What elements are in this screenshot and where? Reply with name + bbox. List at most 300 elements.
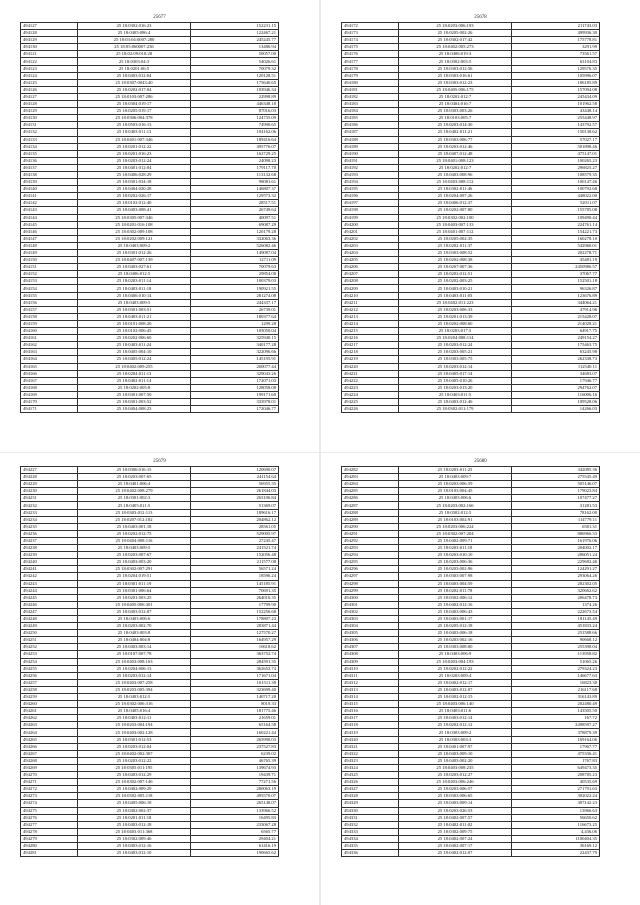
- table-row: [342, 686, 600, 693]
- table-row: [21, 157, 279, 164]
- record-id-cell: 494251: [21, 637, 78, 644]
- table-row: [342, 658, 600, 665]
- record-amount-cell: 199171.60: [191, 391, 279, 398]
- table-row: [342, 356, 600, 363]
- record-amount-cell: 22998.89: [191, 93, 279, 100]
- table-row: [21, 736, 279, 743]
- record-amount-cell: 275545.49: [512, 474, 600, 481]
- record-code-cell: 25 18:0203:011:14: [78, 278, 191, 285]
- record-id-cell: 494229: [21, 481, 78, 488]
- record-amount-cell: 229682.46: [512, 559, 600, 566]
- table-row: [21, 122, 279, 129]
- record-code-cell: 25 18:0202:007:80: [399, 207, 512, 214]
- table-row: [21, 23, 279, 30]
- record-code-cell: 25 18:0204:008:114: [399, 335, 512, 342]
- record-code-cell: 25 18:0303:008:52: [399, 250, 512, 257]
- record-id-cell: 494331: [342, 814, 399, 821]
- table-row: [21, 207, 279, 214]
- record-code-cell: 25 18:0402:012:17: [399, 679, 512, 686]
- table-row: [342, 729, 600, 736]
- record-id-cell: 494195: [342, 186, 399, 193]
- record-code-cell: 25 18:0403:011:03: [399, 292, 512, 299]
- table-row: [21, 786, 279, 793]
- record-amount-cell: 50057.00: [191, 51, 279, 58]
- table-row: [342, 391, 600, 398]
- record-code-cell: 25 18:0303:012:23: [399, 79, 512, 86]
- record-amount-cell: 1299.28: [191, 320, 279, 327]
- record-code-cell: 25 18:0307:0043:40: [78, 79, 191, 86]
- table-row: [21, 530, 279, 537]
- table-row: [21, 488, 279, 495]
- record-id-cell: 494182: [342, 93, 399, 100]
- table-row: [342, 228, 600, 235]
- record-code-cell: 25 18:0202:012:12: [399, 722, 512, 729]
- record-id-cell: 494243: [21, 580, 78, 587]
- record-code-cell: 25 18:0402:011:14: [78, 377, 191, 384]
- record-amount-cell: 279324.23: [512, 665, 600, 672]
- document-page-2: [321, 0, 640, 452]
- table-row: [342, 644, 600, 651]
- record-amount-cell: 175640.65: [191, 79, 279, 86]
- record-id-cell: 494333: [342, 828, 399, 835]
- table-row: [342, 615, 600, 622]
- page-title: 25677: [153, 15, 166, 20]
- record-amount-cell: 78162.00: [512, 509, 600, 516]
- record-amount-cell: 302022.24: [512, 793, 600, 800]
- table-row: [21, 757, 279, 764]
- record-code-cell: 25 18:0302:003:118: [78, 793, 191, 800]
- record-id-cell: 494273: [21, 793, 78, 800]
- record-amount-cell: 505146.07: [512, 481, 600, 488]
- record-code-cell: 25 18:0202:012:7: [399, 93, 512, 100]
- table-row: [21, 242, 279, 249]
- record-id-cell: 494276: [21, 814, 78, 821]
- record-amount-cell: 340177.28: [191, 342, 279, 349]
- table-row: [21, 474, 279, 481]
- record-amount-cell: 46765.39: [191, 757, 279, 764]
- record-amount-cell: 154221.73: [512, 228, 600, 235]
- record-amount-cell: 140717.20: [191, 694, 279, 701]
- record-code-cell: 25 18:03:04:0007:280: [78, 37, 191, 44]
- table-row: [342, 623, 600, 630]
- record-code-cell: 25 18:0301:002:3: [78, 495, 191, 502]
- record-id-cell: 494168: [21, 384, 78, 391]
- record-id-cell: 494311: [342, 672, 399, 679]
- record-amount-cell: 105996.07: [512, 72, 600, 79]
- record-code-cell: 25 18:0203:012:24: [78, 157, 191, 164]
- record-code-cell: 25 18:0203:012:46: [399, 143, 512, 150]
- record-amount-cell: 120179.28: [191, 228, 279, 235]
- table-row: [342, 122, 600, 129]
- record-amount-cell: 29404.21: [191, 835, 279, 842]
- record-id-cell: 494277: [21, 821, 78, 828]
- record-amount-cell: 47914.96: [512, 306, 600, 313]
- table-row: [21, 406, 279, 413]
- record-id-cell: 494278: [21, 828, 78, 835]
- record-amount-cell: 51369.07: [191, 502, 279, 509]
- record-id-cell: 494228: [21, 474, 78, 481]
- record-amount-cell: 526082.46: [191, 242, 279, 249]
- table-row: [21, 623, 279, 630]
- record-id-cell: 494188: [342, 136, 399, 143]
- table-row: [342, 672, 600, 679]
- record-id-cell: 494309: [342, 658, 399, 665]
- table-row: [342, 171, 600, 178]
- table-row: [21, 800, 279, 807]
- record-amount-cell: 202480.49: [512, 701, 600, 708]
- record-amount-cell: 475147.01: [512, 150, 600, 157]
- table-row: [21, 715, 279, 722]
- table-row: [21, 509, 279, 516]
- record-id-cell: 494235: [21, 523, 78, 530]
- record-amount-cell: 13966.63: [512, 807, 600, 814]
- record-amount-cell: 74990.65: [191, 122, 279, 129]
- record-id-cell: 494317: [342, 715, 399, 722]
- record-amount-cell: 120128.51: [191, 72, 279, 79]
- record-id-cell: 494139: [21, 179, 78, 186]
- table-row: [21, 467, 279, 474]
- record-code-cell: 25 18:0301:006:64: [78, 587, 191, 594]
- record-id-cell: 494254: [21, 658, 78, 665]
- record-amount-cell: 114779.11: [512, 516, 600, 523]
- record-amount-cell: 43448.14: [512, 108, 600, 115]
- record-id-cell: 494131: [21, 122, 78, 129]
- record-id-cell: 494327: [342, 786, 399, 793]
- table-row: [21, 44, 279, 51]
- record-id-cell: 494287: [342, 502, 399, 509]
- table-row: [21, 842, 279, 849]
- record-amount-cell: 13486.94: [191, 44, 279, 51]
- record-code-cell: 25 18:0403:003:8: [78, 630, 191, 637]
- record-code-cell: 25 18:0403:006:43: [399, 608, 512, 615]
- record-code-cell: 25 18:0101:008:20: [78, 320, 191, 327]
- record-id-cell: 494320: [342, 736, 399, 743]
- record-amount-cell: 265148.07: [191, 800, 279, 807]
- record-code-cell: 25 18:0403:012:07: [399, 686, 512, 693]
- record-code-cell: 25 18:0302:012:15: [399, 694, 512, 701]
- record-amount-cell: 28517.51: [191, 200, 279, 207]
- record-amount-cell: 100792.68: [512, 186, 600, 193]
- record-amount-cell: 124291.27: [512, 566, 600, 573]
- table-row: [342, 370, 600, 377]
- table-row: [342, 488, 600, 495]
- record-id-cell: 494286: [342, 495, 399, 502]
- table-row: [342, 115, 600, 122]
- record-amount-cell: 70079.63: [191, 264, 279, 271]
- table-row: [342, 502, 600, 509]
- record-code-cell: 25 18:0402:009:29: [78, 786, 191, 793]
- table-row: [21, 743, 279, 750]
- record-id-cell: 494176: [342, 51, 399, 58]
- record-code-cell: 25 18:0202:011:78: [399, 587, 512, 594]
- record-id-cell: 494146: [21, 228, 78, 235]
- record-code-cell: 25 18:0303:006:77: [399, 136, 512, 143]
- record-amount-cell: 16823.38: [512, 679, 600, 686]
- record-id-cell: 494242: [21, 573, 78, 580]
- record-id-cell: 494256: [21, 672, 78, 679]
- record-code-cell: 25 18:0301:003:52: [78, 398, 191, 405]
- record-amount-cell: 19439.71: [191, 772, 279, 779]
- record-amount-cell: 36169.12: [512, 842, 600, 849]
- record-amount-cell: 251588.66: [512, 630, 600, 637]
- table-row: [342, 271, 600, 278]
- record-id-cell: 494203: [342, 242, 399, 249]
- record-amount-cell: 499936.30: [512, 30, 600, 37]
- record-code-cell: 25 18:0202:003:25: [399, 278, 512, 285]
- record-code-cell: 25 18:0202:012:75: [78, 530, 191, 537]
- record-id-cell: 494224: [342, 391, 399, 398]
- record-id-cell: 494130: [21, 115, 78, 122]
- record-amount-cell: 90668.12: [512, 637, 600, 644]
- record-id-cell: 494215: [342, 328, 399, 335]
- record-amount-cell: 329043.26: [191, 370, 279, 377]
- table-row: [342, 807, 600, 814]
- record-amount-cell: 63104.83: [512, 58, 600, 65]
- record-code-cell: 25 18:0403:006:246: [399, 779, 512, 786]
- table-row: [21, 221, 279, 228]
- table-row: [342, 299, 600, 306]
- record-id-cell: 494255: [21, 665, 78, 672]
- record-id-cell: 494300: [342, 594, 399, 601]
- record-amount-cell: 16495.83: [191, 814, 279, 821]
- record-amount-cell: 6565.77: [191, 828, 279, 835]
- record-code-cell: 25 18:0203:006:59: [399, 481, 512, 488]
- record-amount-cell: 363752.74: [191, 651, 279, 658]
- record-amount-cell: 264016.35: [191, 594, 279, 601]
- record-amount-cell: 123676.89: [512, 292, 600, 299]
- record-amount-cell: 24098.23: [191, 157, 279, 164]
- record-amount-cell: 211743.03: [512, 23, 600, 30]
- record-id-cell: 494232: [21, 502, 78, 509]
- record-id-cell: 494260: [21, 701, 78, 708]
- table-row: [342, 573, 600, 580]
- record-id-cell: 494329: [342, 800, 399, 807]
- table-row: [342, 580, 600, 587]
- table-row: [21, 594, 279, 601]
- record-code-cell: 25 18:0402:009:255: [78, 363, 191, 370]
- record-code-cell: 25 18:0403:009:7: [399, 474, 512, 481]
- table-row: [21, 665, 279, 672]
- record-id-cell: 494249: [21, 623, 78, 630]
- table-row: [342, 537, 600, 544]
- record-amount-cell: 152231.15: [191, 23, 279, 30]
- record-amount-cell: 204862.12: [191, 516, 279, 523]
- record-code-cell: 25 18:0202:005:8: [78, 384, 191, 391]
- record-code-cell: 25 18:0403:002:128: [78, 729, 191, 736]
- record-amount-cell: 26749.64: [191, 207, 279, 214]
- record-amount-cell: 206051.24: [512, 552, 600, 559]
- table-row: [342, 23, 600, 30]
- record-id-cell: 494150: [21, 257, 78, 264]
- record-code-cell: 25 18:0403:008:235: [399, 764, 512, 771]
- record-code-cell: 25 18:0405:010:26: [399, 377, 512, 384]
- record-id-cell: 494316: [342, 708, 399, 715]
- record-code-cell: 25 18:0403:012:46: [399, 398, 512, 405]
- table-row: [342, 665, 600, 672]
- record-amount-cell: 224761.14: [512, 221, 600, 228]
- record-amount-cell: 17946.77: [512, 377, 600, 384]
- table-row: [21, 264, 279, 271]
- record-code-cell: 25 18:0201:011:18: [78, 814, 191, 821]
- record-code-cell: 25 18:0407:012:48: [399, 150, 512, 157]
- record-amount-cell: 26739.01: [191, 306, 279, 313]
- record-amount-cell: 222673.54: [512, 608, 600, 615]
- table-row: [21, 679, 279, 686]
- table-row: [21, 313, 279, 320]
- table-row: [21, 349, 279, 356]
- table-row: [342, 481, 600, 488]
- record-code-cell: 25 18:0403:011:24: [78, 342, 191, 349]
- record-code-cell: 25 18:0402:005:273: [399, 44, 512, 51]
- record-id-cell: 494227: [21, 467, 78, 474]
- table-row: [342, 786, 600, 793]
- record-id-cell: 494245: [21, 594, 78, 601]
- record-id-cell: 494263: [21, 722, 78, 729]
- record-id-cell: 494250: [21, 630, 78, 637]
- record-code-cell: 25 18:0403:008:163: [78, 658, 191, 665]
- record-code-cell: 25 18:0303:012:113: [78, 509, 191, 516]
- table-row: [21, 342, 279, 349]
- table-row: [21, 750, 279, 757]
- table-row: [21, 235, 279, 242]
- record-code-cell: 25 18:0202:006:60: [78, 335, 191, 342]
- record-id-cell: 494201: [342, 228, 399, 235]
- document-page-4: [321, 453, 640, 905]
- table-row: [342, 384, 600, 391]
- table-row: [342, 828, 600, 835]
- record-code-cell: 25 18:0403:012:11: [78, 715, 191, 722]
- table-row: [21, 398, 279, 405]
- record-code-cell: 25 18:05:060007:236: [78, 44, 191, 51]
- record-amount-cell: 200077.44: [191, 363, 279, 370]
- record-code-cell: 25 18:0202:008:60: [399, 320, 512, 327]
- record-amount-cell: 14266.03: [512, 406, 600, 413]
- record-id-cell: 494194: [342, 179, 399, 186]
- record-amount-cell: 2498597.27: [512, 722, 600, 729]
- record-id-cell: 494217: [342, 342, 399, 349]
- record-id-cell: 494239: [21, 552, 78, 559]
- record-amount-cell: 61416.19: [191, 842, 279, 849]
- record-id-cell: 494210: [342, 292, 399, 299]
- record-code-cell: 25 18:0207:007:36: [399, 264, 512, 271]
- table-row: [21, 552, 279, 559]
- record-code-cell: 25 18:0403:009:5: [78, 545, 191, 552]
- record-code-cell: 25 18:0302:003:5: [399, 58, 512, 65]
- record-amount-cell: 145195.91: [191, 356, 279, 363]
- record-amount-cell: 344064.21: [512, 299, 600, 306]
- record-amount-cell: 255398.04: [512, 644, 600, 651]
- table-row: [21, 495, 279, 502]
- table-row: [21, 807, 279, 814]
- record-amount-cell: 241521.74: [191, 545, 279, 552]
- table-row: [21, 559, 279, 566]
- table-row: [342, 850, 600, 857]
- record-amount-cell: 249154.27: [512, 335, 600, 342]
- record-code-cell: 25 18:0402:012:07: [399, 850, 512, 857]
- record-code-cell: 25 18:0201:016:23: [78, 150, 191, 157]
- table-row: [342, 221, 600, 228]
- table-row: [342, 51, 600, 58]
- record-code-cell: 25 18:0302:002:100: [399, 214, 512, 221]
- record-amount-cell: 886966.33: [512, 530, 600, 537]
- record-amount-cell: 100379.03: [191, 278, 279, 285]
- record-amount-cell: 108579.35: [512, 171, 600, 178]
- record-amount-cell: 446348.18: [191, 101, 279, 108]
- record-id-cell: 494223: [342, 384, 399, 391]
- table-row: [21, 764, 279, 771]
- table-row: [21, 793, 279, 800]
- record-table: [341, 22, 600, 413]
- table-row: [21, 179, 279, 186]
- record-amount-cell: 161976.06: [512, 537, 600, 544]
- table-row: [21, 722, 279, 729]
- table-row: [21, 615, 279, 622]
- record-amount-cell: 129576.35: [512, 65, 600, 72]
- record-code-cell: 25 18:0103:004:45: [399, 488, 512, 495]
- table-row: [21, 814, 279, 821]
- record-amount-cell: 529005.97: [191, 530, 279, 537]
- record-id-cell: 494237: [21, 537, 78, 544]
- record-amount-cell: 17799.90: [191, 601, 279, 608]
- table-row: [21, 658, 279, 665]
- record-id-cell: 494125: [21, 79, 78, 86]
- record-id-cell: 494257: [21, 679, 78, 686]
- record-amount-cell: 167.72: [512, 715, 600, 722]
- record-id-cell: 494268: [21, 757, 78, 764]
- table-row: [21, 377, 279, 384]
- table-row: [342, 363, 600, 370]
- table-row: [342, 313, 600, 320]
- record-id-cell: 494295: [342, 559, 399, 566]
- table-row: [342, 292, 600, 299]
- record-amount-cell: 1374.26: [512, 601, 600, 608]
- record-code-cell: 25 18:0406:012:5: [78, 271, 191, 278]
- record-id-cell: 494141: [21, 193, 78, 200]
- record-amount-cell: 128058.08: [191, 384, 279, 391]
- record-code-cell: 25 18:0401:006:4: [78, 481, 191, 488]
- record-code-cell: 25 18:0305:007:346: [78, 214, 191, 221]
- record-id-cell: 494174: [342, 37, 399, 44]
- table-row: [342, 257, 600, 264]
- record-code-cell: 25 18:0103:002:91: [399, 516, 512, 523]
- record-id-cell: 494334: [342, 835, 399, 842]
- record-code-cell: 25 18:0205:002:35: [399, 235, 512, 242]
- table-row: [21, 630, 279, 637]
- record-code-cell: 25 18:0306:004:378: [78, 115, 191, 122]
- record-id-cell: 494162: [21, 342, 78, 349]
- table-row: [21, 566, 279, 573]
- record-id-cell: 494190: [342, 150, 399, 157]
- table-row: [21, 51, 279, 58]
- table-row: [342, 207, 600, 214]
- record-amount-cell: 54026.61: [191, 58, 279, 65]
- record-id-cell: 494306: [342, 637, 399, 644]
- record-id-cell: 494216: [342, 335, 399, 342]
- table-row: [342, 545, 600, 552]
- record-code-cell: 25 18:0405:017:14: [399, 370, 512, 377]
- page-title: 25680: [474, 459, 487, 464]
- record-code-cell: 25 18:0302:006:316: [78, 701, 191, 708]
- record-amount-cell: 542960.01: [512, 242, 600, 249]
- table-row: [21, 545, 279, 552]
- record-id-cell: 494283: [342, 474, 399, 481]
- record-id-cell: 494151: [21, 264, 78, 271]
- record-code-cell: 25 18:0301:011:19: [78, 580, 191, 587]
- table-row: [342, 101, 600, 108]
- record-id-cell: 494225: [342, 398, 399, 405]
- table-row: [21, 150, 279, 157]
- record-id-cell: 494262: [21, 715, 78, 722]
